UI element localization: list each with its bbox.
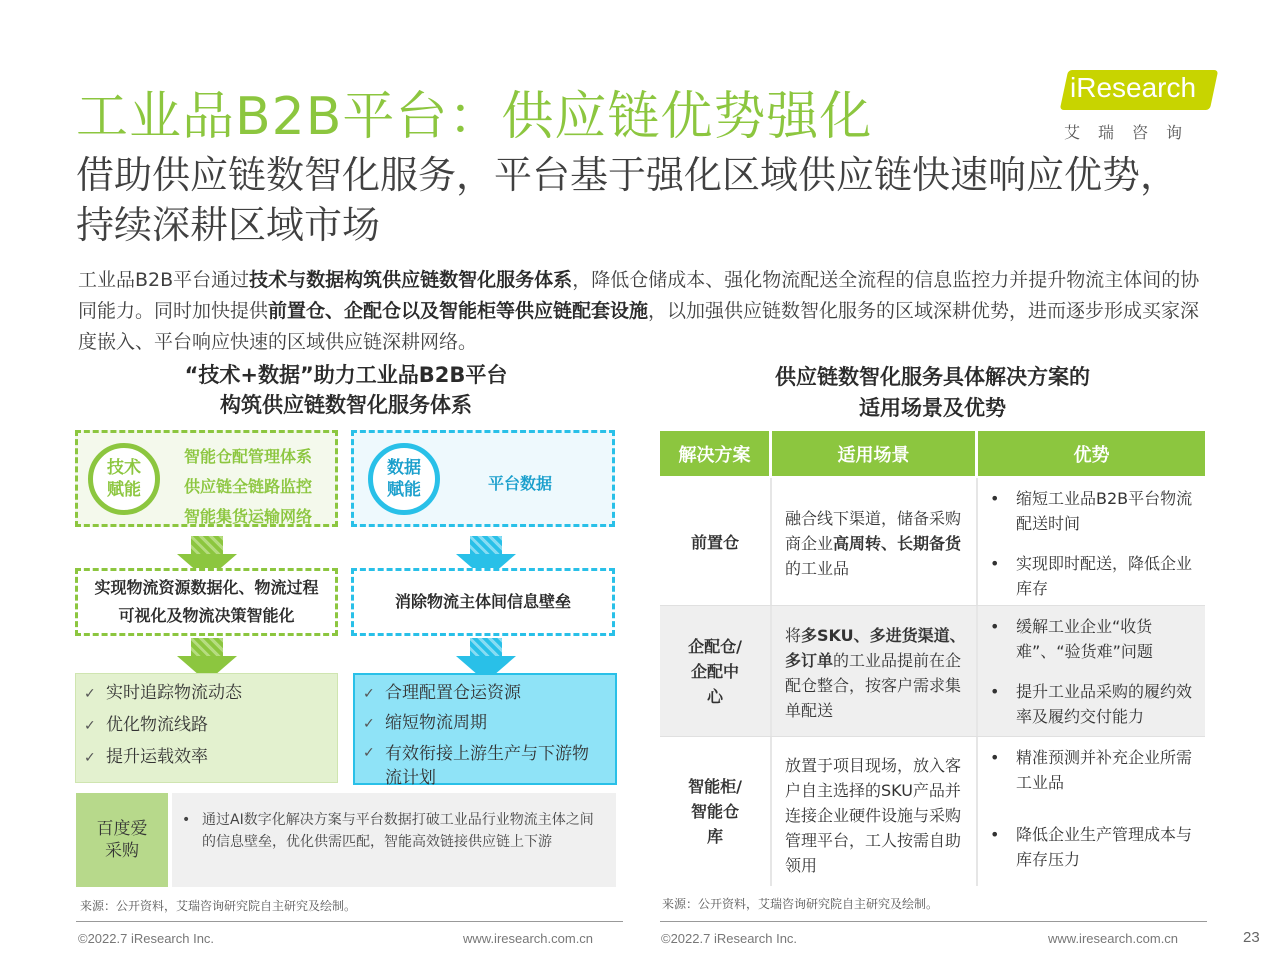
right-heading-line1: 供应链数智化服务具体解决方案的 bbox=[775, 365, 1090, 389]
row1-adv1-text: 缩短工业品B2B平台物流配送时间 bbox=[1016, 489, 1193, 533]
intro-bold-2: 前置仓、企配仓以及智能柜等供应链配套设施 bbox=[268, 300, 649, 322]
row3-scene-a: 放置于项目现场，放入客户自主选择的SKU产品并连接企业硬件设施与采购管理平台，工人按需自助领用 bbox=[785, 756, 962, 875]
check-right-2-text: 缩短物流周期 bbox=[385, 713, 487, 733]
checks-right-box bbox=[353, 673, 617, 788]
row3-adv2 bbox=[990, 822, 1201, 872]
intro-text-3: ，以加强供应链数智化服务的区域深耕优势，进而逐步形成买家深度嵌入、平台响应快速的区域供应链深耕网络。 bbox=[78, 300, 1200, 353]
bullet-icon: • bbox=[990, 748, 1000, 767]
data-enable-label: 数据赋能 bbox=[387, 458, 421, 500]
left-website: www.iresearch.com.cn bbox=[463, 931, 594, 946]
mid-left-box bbox=[75, 568, 338, 636]
mid-left-text: 实现物流资源数据化、物流过程可视化及物流决策智能化 bbox=[94, 578, 319, 625]
right-divider bbox=[660, 921, 1207, 922]
tech-item-1: 智能仓配管理体系 bbox=[184, 447, 313, 466]
left-heading bbox=[76, 360, 616, 420]
check-icon: ✓ bbox=[363, 686, 375, 702]
right-source: 来源：公开资料，艾瑞咨询研究院自主研究及绘制。 bbox=[662, 897, 939, 911]
row3-solution-text: 智能柜/智能仓库 bbox=[688, 776, 742, 846]
tech-item-2: 供应链全链路监控 bbox=[184, 477, 313, 496]
bullet-icon: • bbox=[990, 489, 1000, 508]
check-icon: ✓ bbox=[363, 745, 375, 761]
row1-solution: 前置仓 bbox=[690, 532, 739, 552]
row2-solution-text: 企配仓/企配中心 bbox=[688, 636, 742, 706]
mid-right-box bbox=[351, 568, 615, 636]
right-copyright: ©2022.7 iResearch Inc. bbox=[661, 931, 798, 946]
tech-enable-circle bbox=[88, 443, 160, 515]
row2-scene-b: 多SKU、多进货渠道、多订单 bbox=[785, 626, 966, 670]
logo-subtext: 艾瑞咨询 bbox=[1064, 123, 1201, 142]
tech-enable-label: 技术赋能 bbox=[107, 458, 141, 500]
left-heading-line1: “技术+数据”助力工业品B2B平台 bbox=[184, 363, 508, 387]
row2-solution bbox=[660, 606, 770, 736]
baidu-description bbox=[172, 793, 616, 887]
check-left-1 bbox=[84, 678, 337, 710]
bullet-icon: • bbox=[182, 812, 191, 828]
row3-adv1-text: 精准预测并补充企业所需工业品 bbox=[1016, 748, 1193, 792]
check-right-2 bbox=[363, 709, 615, 739]
intro-text-2: ，降低仓储成本、强化物流配送全流程的信息监控力并提升物流主体间的协同能力。同时加快提供 bbox=[78, 269, 1200, 322]
check-icon: ✓ bbox=[363, 716, 375, 732]
check-left-3-text: 提升运载效率 bbox=[106, 747, 208, 767]
logo-text: iResearch bbox=[1070, 72, 1197, 103]
col-divider bbox=[770, 478, 772, 886]
data-enable-box bbox=[351, 430, 615, 527]
left-heading-line2: 构筑供应链数智化服务体系 bbox=[220, 393, 472, 417]
left-copyright: ©2022.7 iResearch Inc. bbox=[78, 931, 215, 946]
iresearch-logo bbox=[1060, 68, 1220, 148]
row2-adv1 bbox=[990, 614, 1201, 664]
check-icon: ✓ bbox=[84, 750, 96, 766]
row1-adv2 bbox=[990, 551, 1201, 601]
page-subtitle: 借助供应链数智化服务，平台基于强化区域供应链快速响应优势，持续深耕区域市场 bbox=[76, 153, 1179, 247]
row1-adv1 bbox=[990, 486, 1201, 536]
right-website: www.iresearch.com.cn bbox=[1048, 931, 1179, 946]
right-heading-line2: 适用场景及优势 bbox=[859, 396, 1006, 420]
row1-scene-a: 融合线下渠道，储备采购商企业 bbox=[785, 509, 962, 553]
bullet-icon: • bbox=[990, 825, 1000, 844]
page-title: 工业品B2B平台：供应链优势强化 bbox=[76, 87, 873, 147]
row2-scene-c: 的工业品提前在企配仓整合，按客户需求集单配送 bbox=[785, 651, 962, 720]
row2-adv2-text: 提升工业品采购的履约效率及履约交付能力 bbox=[1016, 682, 1193, 726]
intro-bold-1: 技术与数据构筑供应链数智化服务体系 bbox=[249, 269, 573, 291]
check-left-2-text: 优化物流线路 bbox=[106, 715, 208, 735]
col-header-advantage: 优势 bbox=[978, 431, 1205, 476]
check-right-1-text: 合理配置仓运资源 bbox=[385, 683, 521, 703]
row3-solution bbox=[660, 736, 770, 886]
check-right-3 bbox=[363, 739, 615, 790]
right-heading bbox=[660, 362, 1205, 424]
bullet-icon: • bbox=[990, 554, 1000, 573]
row2-scene-a: 将 bbox=[785, 626, 802, 645]
check-right-1 bbox=[363, 679, 615, 709]
tech-enable-box bbox=[75, 430, 338, 527]
col-header-solution: 解决方案 bbox=[660, 431, 769, 476]
check-icon: ✓ bbox=[84, 718, 96, 734]
bullet-icon: • bbox=[990, 682, 1000, 701]
row2-scene bbox=[785, 623, 973, 723]
page-number: 23 bbox=[1243, 929, 1260, 946]
row2-adv2 bbox=[990, 679, 1201, 729]
row1-scene-c: 的工业品 bbox=[785, 559, 850, 578]
bullet-icon: • bbox=[990, 617, 1000, 636]
left-source: 来源：公开资料，艾瑞咨询研究院自主研究及绘制。 bbox=[80, 899, 357, 913]
left-divider bbox=[76, 921, 623, 922]
col-header-scene: 适用场景 bbox=[772, 431, 975, 476]
row2-adv1-text: 缓解工业企业“收货难”、“验货难”问题 bbox=[1016, 617, 1153, 661]
intro-text-1: 工业品B2B平台通过 bbox=[78, 269, 250, 291]
checks-left-box bbox=[75, 673, 338, 783]
data-enable-circle bbox=[368, 443, 440, 515]
data-item: 平台数据 bbox=[488, 474, 553, 493]
baidu-text: 通过AI数字化解决方案与平台数据打破工业品行业物流主体之间的信息壁垒，优化供需匹配，智能高效链接供应链上下游 bbox=[202, 812, 594, 850]
row1-adv2-text: 实现即时配送，降低企业库存 bbox=[1016, 554, 1193, 598]
row3-adv2-text: 降低企业生产管理成本与库存压力 bbox=[1016, 825, 1193, 869]
row1-scene bbox=[785, 506, 970, 581]
check-left-3 bbox=[84, 742, 337, 774]
row3-adv1 bbox=[990, 745, 1201, 795]
check-left-1-text: 实时追踪物流动态 bbox=[106, 683, 242, 703]
col-divider bbox=[976, 478, 978, 886]
baidu-label-text: 百度爱采购 bbox=[96, 819, 148, 861]
check-icon: ✓ bbox=[84, 686, 96, 702]
tech-item-3: 智能集货运输网络 bbox=[184, 507, 313, 526]
mid-right-text: 消除物流主体间信息壁垒 bbox=[394, 592, 571, 611]
check-right-3-text: 有效衔接上游生产与下游物流计划 bbox=[385, 744, 589, 788]
check-left-2 bbox=[84, 710, 337, 742]
row1-scene-b: 高周转、长期备货 bbox=[833, 534, 962, 553]
baidu-label bbox=[76, 793, 168, 887]
row3-scene bbox=[785, 753, 970, 878]
intro-paragraph bbox=[78, 265, 1208, 358]
